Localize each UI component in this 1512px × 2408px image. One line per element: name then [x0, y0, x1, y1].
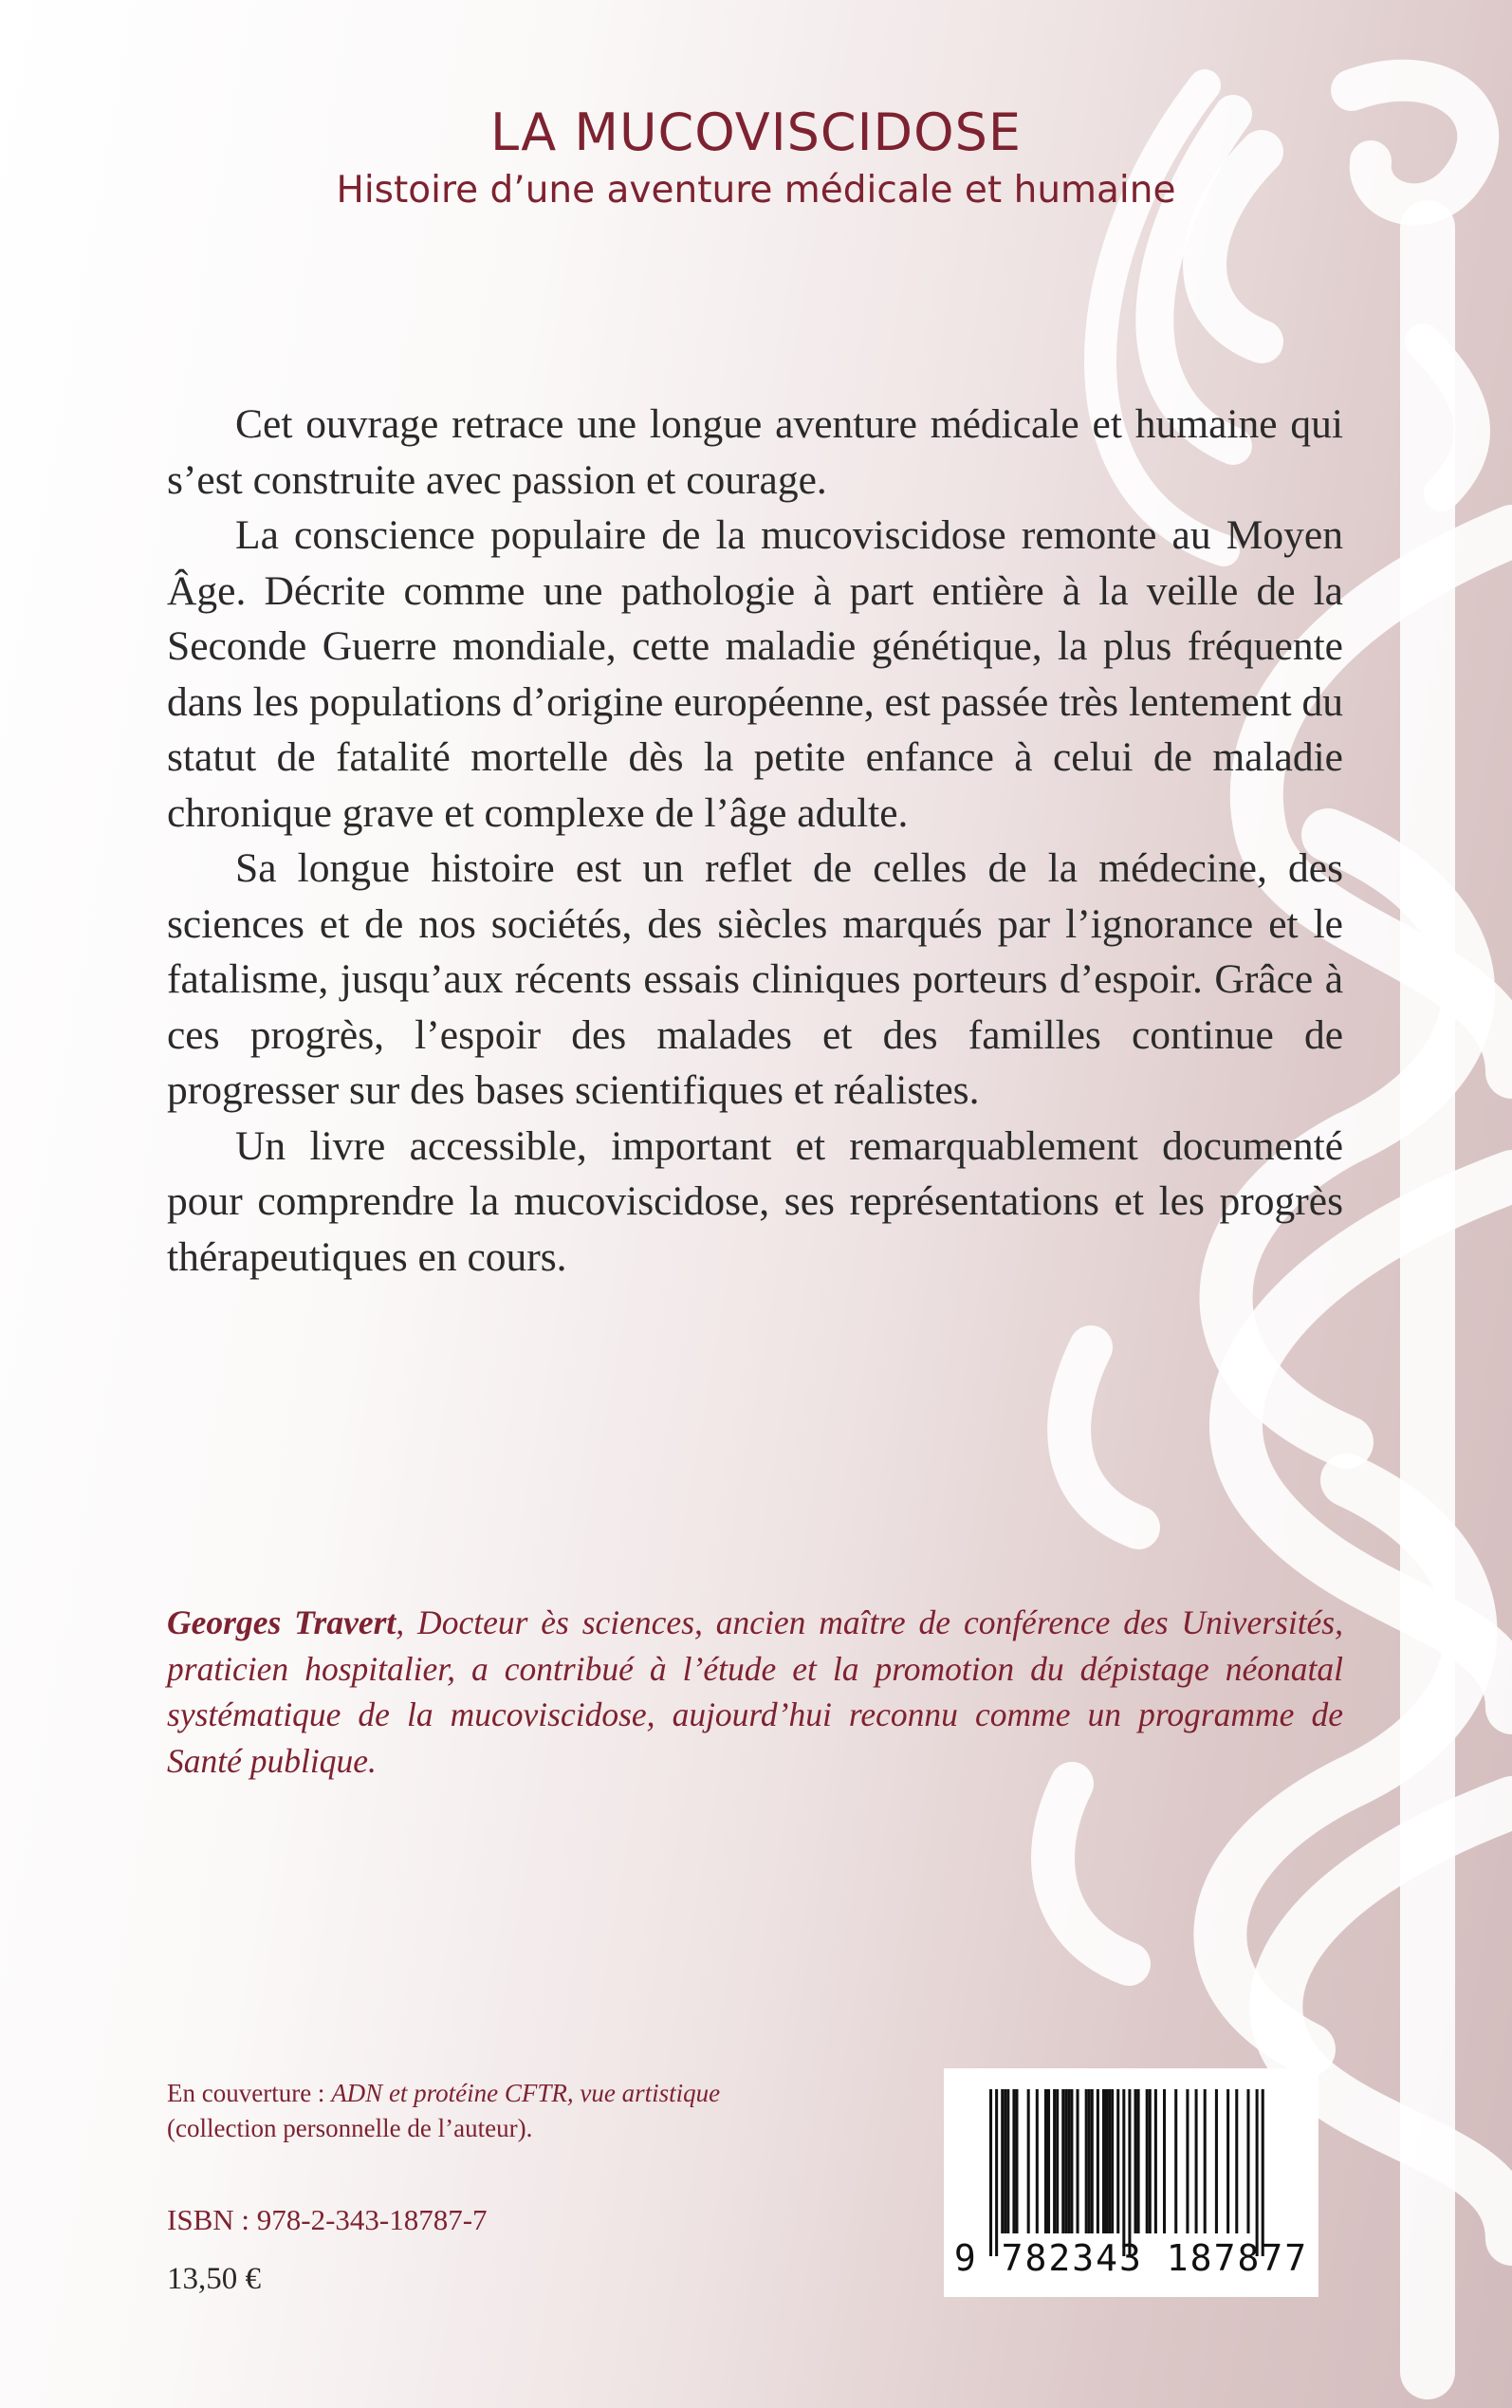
barcode-bar [1097, 2089, 1099, 2233]
synopsis-paragraph: Sa longue histoire est un reflet de celles de la médecine, des sciences et de nos sociétés, des siècles marqués par l’ignorance et le fatalisme, jusqu’aux récents essais cliniques porteurs d’espoir. Grâce à ces progrès, l’espoir des malades et des familles continue de progresser sur des bases scientifiques et réalistes. [167, 845, 1343, 1113]
barcode-bar [1215, 2089, 1218, 2233]
barcode-bar [1044, 2089, 1047, 2233]
author-name: Georges Travert [167, 1603, 396, 1641]
barcode-bar [1128, 2089, 1131, 2256]
barcode-bar [1163, 2089, 1166, 2233]
author-bio [167, 1600, 1343, 1784]
barcode-bar [1067, 2089, 1070, 2233]
barcode-bar [1012, 2089, 1015, 2233]
barcode-bar [1235, 2089, 1238, 2233]
barcode-digits: 9 782343 187877 [953, 2237, 1309, 2279]
price: 13,50 € [167, 2262, 261, 2296]
barcode-bar [989, 2089, 992, 2256]
barcode-bar [1027, 2089, 1030, 2233]
barcode-bar [1088, 2089, 1091, 2233]
barcode-bar [1137, 2089, 1140, 2233]
cover-image-title: ADN et protéine CFTR, vue artistique [331, 2079, 721, 2107]
cover-credit-label: En couverture : [167, 2079, 332, 2107]
barcode-bar [1122, 2089, 1125, 2256]
barcode-bar [1226, 2089, 1229, 2233]
barcode-bar [1004, 2089, 1006, 2233]
barcode [944, 2068, 1318, 2297]
barcode-bar [1015, 2089, 1018, 2233]
barcode-bar [1061, 2089, 1064, 2233]
barcode-bar [1154, 2089, 1157, 2233]
synopsis-paragraph: Cet ouvrage retrace une longue aventure médicale et humaine qui s’est construite avec passion et courage. [167, 401, 1343, 503]
barcode-bar [1256, 2089, 1259, 2256]
barcode-bar [1105, 2089, 1108, 2233]
synopsis [167, 397, 1343, 1285]
barcode-bar [1134, 2089, 1137, 2233]
barcode-bar [1091, 2089, 1094, 2233]
barcode-bar [1001, 2089, 1004, 2233]
synopsis-paragraph: Un livre accessible, important et remarquablement documenté pour comprendre la mucoviscidose, ses représentations et les progrès thérapeutiques en cours. [167, 1122, 1343, 1280]
barcode-bar [1146, 2089, 1149, 2233]
isbn: ISBN : 978-2-343-18787-7 [167, 2203, 488, 2236]
barcode-bar [1204, 2089, 1207, 2233]
barcode-bar [1077, 2089, 1079, 2233]
book-title: LA MUCOVISCIDOSE [489, 102, 1023, 162]
barcode-bar [1053, 2089, 1056, 2233]
book-subtitle: Histoire d’une aventure médicale et humaine [336, 169, 1176, 212]
cover-credit-source: (collection personnelle de l’auteur). [167, 2114, 533, 2142]
barcode-bar [1064, 2089, 1067, 2233]
author-description: , Docteur ès sciences, ancien maître de conférence des Universités, praticien hospitalier, a contribué à l’étude et la promotion du dépistage néonatal systématique de la mucoviscidose, aujourd’hui reconnu comme un programme de Santé publique. [167, 1603, 1344, 1780]
barcode-bar [1149, 2089, 1152, 2233]
barcode-bar [1070, 2089, 1073, 2233]
barcode-bar [1195, 2089, 1198, 2233]
barcode-bar [1108, 2089, 1111, 2233]
barcode-bar [1085, 2089, 1088, 2233]
barcode-bar [1111, 2089, 1114, 2233]
barcode-bar [995, 2089, 998, 2256]
barcode-bar [1056, 2089, 1059, 2233]
barcode-bar [1174, 2089, 1177, 2233]
cover-credit [167, 2076, 926, 2146]
barcode-bar [1116, 2089, 1119, 2233]
barcode-bar [1036, 2089, 1039, 2233]
barcode-bar [1047, 2089, 1050, 2233]
barcode-bar [1186, 2089, 1189, 2233]
barcode-bar [1246, 2089, 1249, 2233]
synopsis-paragraph: La conscience populaire de la mucoviscidose remonte au Moyen Âge. Décrite comme une pathologie à part entière à la veille de la Seconde Guerre mondiale, cette maladie génétique, la plus fréquente dans les populations d’origine européenne, est passée très lentement du statut de fatalité mortelle dès la petite enfance à celui de maladie chronique grave et complexe de l’âge adulte. [167, 512, 1343, 836]
barcode-bar [1006, 2089, 1009, 2233]
barcode-bar [1102, 2089, 1105, 2233]
barcode-bar [1262, 2089, 1264, 2256]
